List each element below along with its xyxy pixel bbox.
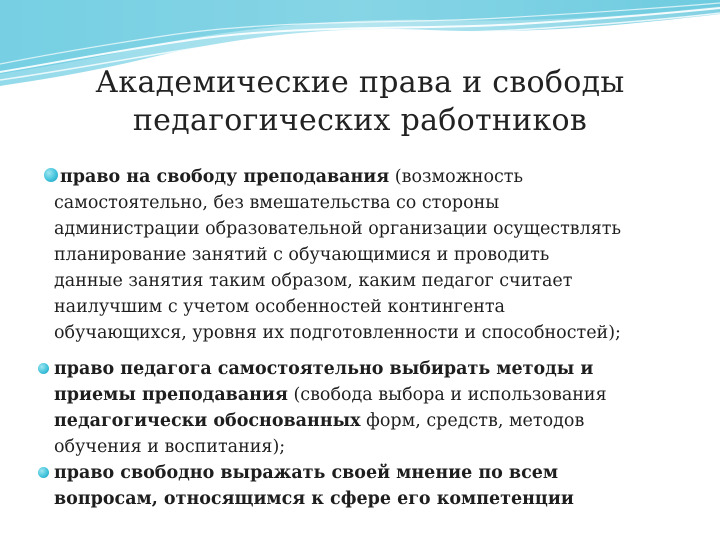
text-segment: данные занятия таким образом, каким педагог считает	[54, 271, 573, 291]
bullet-line	[54, 382, 607, 408]
text-segment: самостоятельно, без вмешательства со стороны	[54, 193, 500, 213]
bullet-line	[60, 164, 621, 190]
text-segment: форм, средств, методов	[360, 411, 585, 431]
text-segment: планирование занятий с обучающимися и проводить	[54, 245, 550, 265]
bullet-line	[54, 294, 621, 320]
bold-text-segment: приемы преподавания	[54, 385, 288, 405]
bullet-line	[54, 356, 607, 382]
text-segment: администрации образовательной организации осуществлять	[54, 219, 622, 239]
bold-text-segment: право свободно выражать своей мнение по всем	[54, 463, 559, 483]
bold-text-segment: право педагога самостоятельно выбирать методы и	[54, 359, 594, 379]
text-segment: обучающихся, уровня их подготовленности и способностей);	[54, 323, 621, 343]
bullet-line	[54, 486, 574, 512]
bullet-line	[54, 434, 607, 460]
bullet-line	[54, 216, 621, 242]
bullet-line	[54, 242, 621, 268]
bullet-item	[54, 460, 574, 512]
title-line-1: Академические права и свободы	[95, 65, 625, 100]
bullet-item	[54, 164, 622, 346]
bullet-dot-icon	[44, 168, 58, 182]
slide-title	[40, 64, 680, 140]
text-segment: (возможность	[389, 167, 523, 187]
bullet-item	[54, 356, 607, 460]
text-segment: (свобода выбора и использования	[287, 385, 607, 405]
bullet-dot-icon	[38, 467, 49, 478]
bullet-dot-icon	[38, 363, 49, 374]
bold-text-segment: право на свободу преподавания	[60, 167, 390, 187]
bullet-line	[54, 268, 621, 294]
bullet-line	[54, 408, 607, 434]
text-segment: обучения и воспитания);	[54, 437, 286, 457]
bold-text-segment: педагогически обоснованных	[54, 411, 361, 431]
bold-text-segment: вопросам, относящимся к сфере его компетенции	[54, 489, 574, 509]
bullet-line	[54, 460, 574, 486]
text-segment: наилучшим с учетом особенностей контингента	[54, 297, 505, 317]
bullet-line	[54, 190, 621, 216]
bullet-line	[54, 320, 621, 346]
title-line-2: педагогических работников	[132, 103, 588, 138]
